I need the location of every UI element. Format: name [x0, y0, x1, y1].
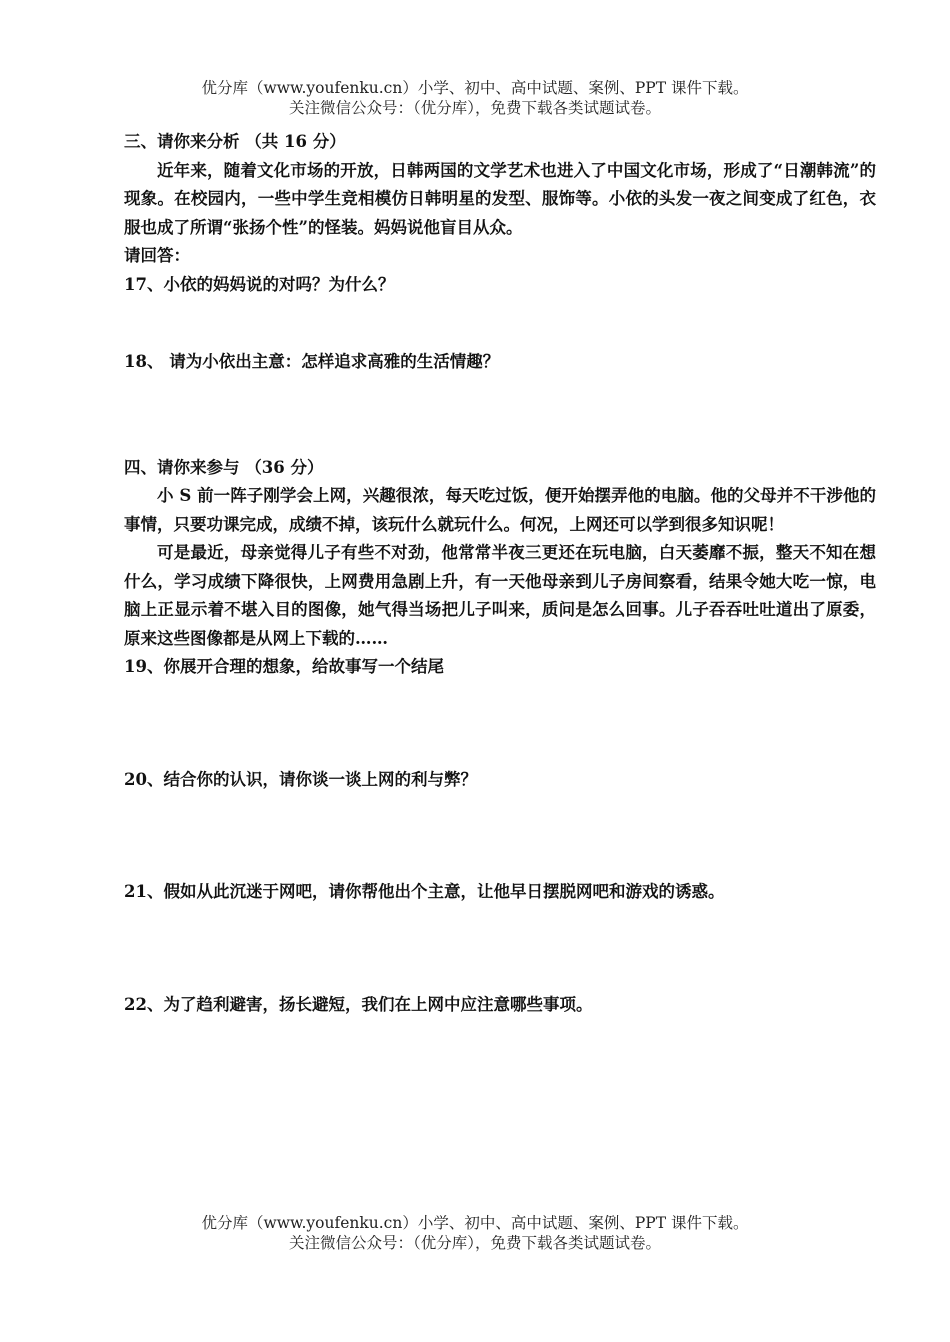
section-4-title: 四、请你来参与 （36 分）	[124, 457, 324, 477]
question-22: 22、为了趋利避害，扬长避短，我们在上网中应注意哪些事项。	[124, 994, 593, 1014]
section-3-passage: 近年来，随着文化市场的开放，日韩两国的文学艺术也进入了中国文化市场，形成了“日潮韩流”的现象。在校园内，一些中学生竞相模仿日韩明星的发型、服饰等。小依的头发一夜之间变成了红色，衣服也成了所谓“张扬个性”的怪装。妈妈说他盲目从众。	[124, 160, 876, 237]
document-body	[124, 128, 876, 1019]
section-3-title: 三、请你来分析 （共 16 分）	[124, 132, 346, 151]
footer-line-2: 关注微信公众号：（优分库），免费下载各类试题试卷。	[288, 1234, 661, 1252]
section-4-paragraph-2: 可是最近，母亲觉得儿子有些不对劲，他常常半夜三更还在玩电脑，白天萎靡不振，整天不知在想什么，学习成绩下降很快，上网费用急剧上升，有一天他母亲到儿子房间察看，结果令她大吃一惊，电脑上正显示着不堪入目的图像，她气得当场把儿子叫来，质问是怎么回事。儿子吞吞吐吐道出了原委，原来这些图像都是从网上下载的……	[124, 543, 876, 648]
header-line-2: 关注微信公众号：（优分库），免费下载各类试题试卷。	[288, 99, 661, 117]
question-18: 18、 请为小依出主意：怎样追求高雅的生活情趣？	[124, 352, 500, 371]
footer-line-1: 优分库（www.youfenku.cn）小学、初中、高中试题、案例、PPT 课件下载。	[201, 1214, 749, 1232]
section-4-paragraph-1: 小 S 前一阵子刚学会上网，兴趣很浓，每天吃过饭，便开始摆弄他的电脑。他的父母并不干涉他的事情，只要功课完成，成绩不掉，该玩什么就玩什么。何况，上网还可以学到很多知识呢！	[124, 486, 876, 534]
question-20: 20、结合你的认识，请你谈一谈上网的利与弊？	[124, 769, 477, 789]
page-footer	[0, 1213, 950, 1253]
page-header	[0, 78, 950, 118]
question-17: 17、小依的妈妈说的对吗？为什么？	[124, 274, 395, 294]
question-21: 21、假如从此沉迷于网吧，请你帮他出个主意，让他早日摆脱网吧和游戏的诱惑。	[124, 882, 725, 901]
question-19: 19、你展开合理的想象，给故事写一个结尾	[124, 657, 444, 676]
answer-prompt: 请回答：	[124, 246, 190, 265]
header-line-1: 优分库（www.youfenku.cn）小学、初中、高中试题、案例、PPT 课件下载。	[201, 79, 749, 97]
